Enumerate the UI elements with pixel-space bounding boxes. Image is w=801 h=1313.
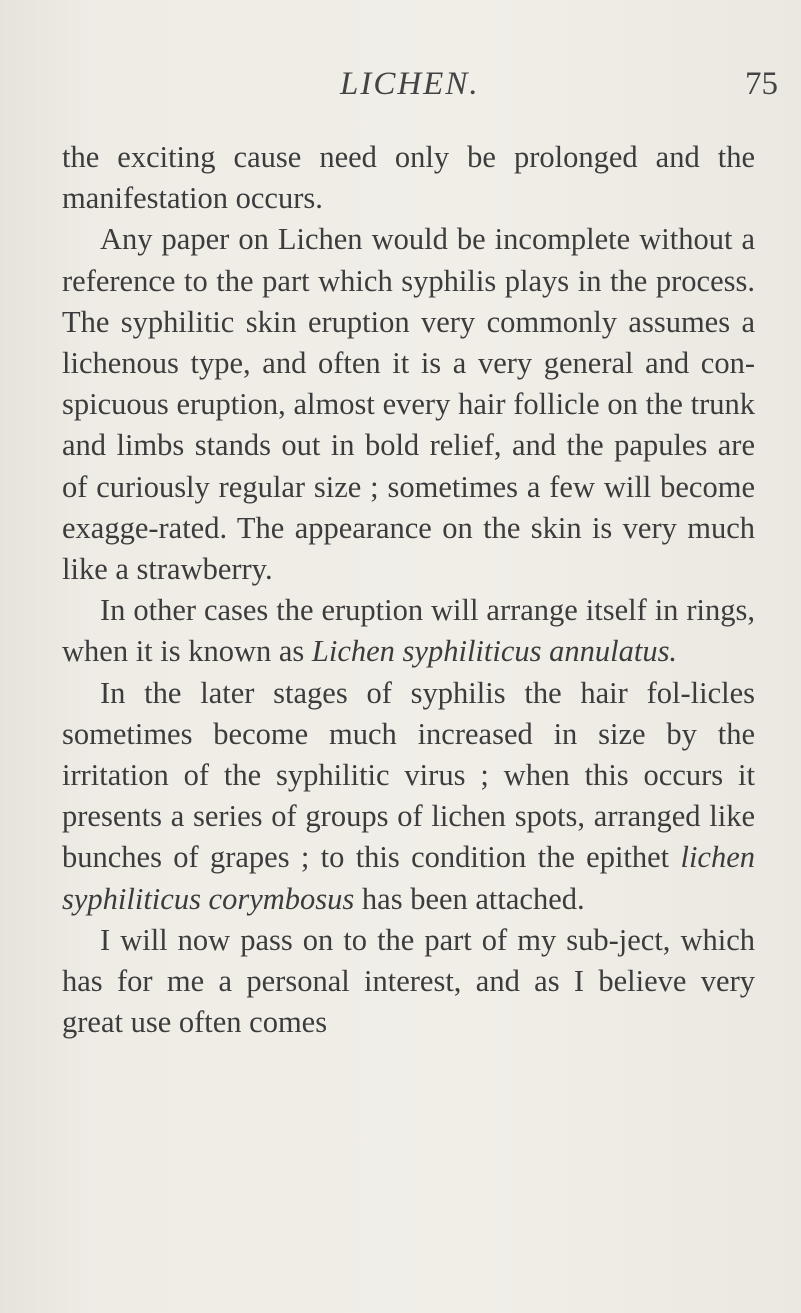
running-head <box>0 66 801 106</box>
paragraph-annulatus <box>62 590 755 672</box>
paragraph-text: In the later stages of syphilis the hair fol-licles sometimes become much increased in size by the irritation of the syphilitic virus ; when this occurs it presents a series of groups of lichen spots, arranged like bunches of grapes ; to this condition the epithet <box>62 675 755 875</box>
paragraph-corymbosus <box>62 673 755 920</box>
italic-term: Lichen syphiliticus annulatus. <box>311 634 678 669</box>
page-number: 75 <box>745 66 778 102</box>
running-title: LICHEN. <box>340 66 480 102</box>
body-text <box>62 137 755 1043</box>
paragraph-continuation: the exciting cause need only be prolonged and the manifestation occurs. <box>62 140 755 216</box>
paragraph-text: In other cases the eruption will arrange itself in rings, when it is known as <box>62 593 755 669</box>
paragraph-text: has been attached. <box>354 881 585 916</box>
paragraph-syphilis-intro: Any paper on Lichen would be incomplete without a reference to the part which syphilis plays in the process. The syphilitic skin eruption very commonly assumes a lichenous type, and often it is a very general and con-spicuous eruption, almost every hair follicle on the trunk and limbs stands out in bold relief, and the papules are of curiously regular size ; sometimes a few will become exagge-rated. The appearance on the skin is very much like a strawberry. <box>62 222 755 587</box>
paragraph-personal-interest: I will now pass on to the part of my sub-ject, which has for me a personal interest, and as I believe very great use often comes <box>62 922 755 1040</box>
italic-term: lichen syphiliticus corymbosus <box>62 840 755 916</box>
